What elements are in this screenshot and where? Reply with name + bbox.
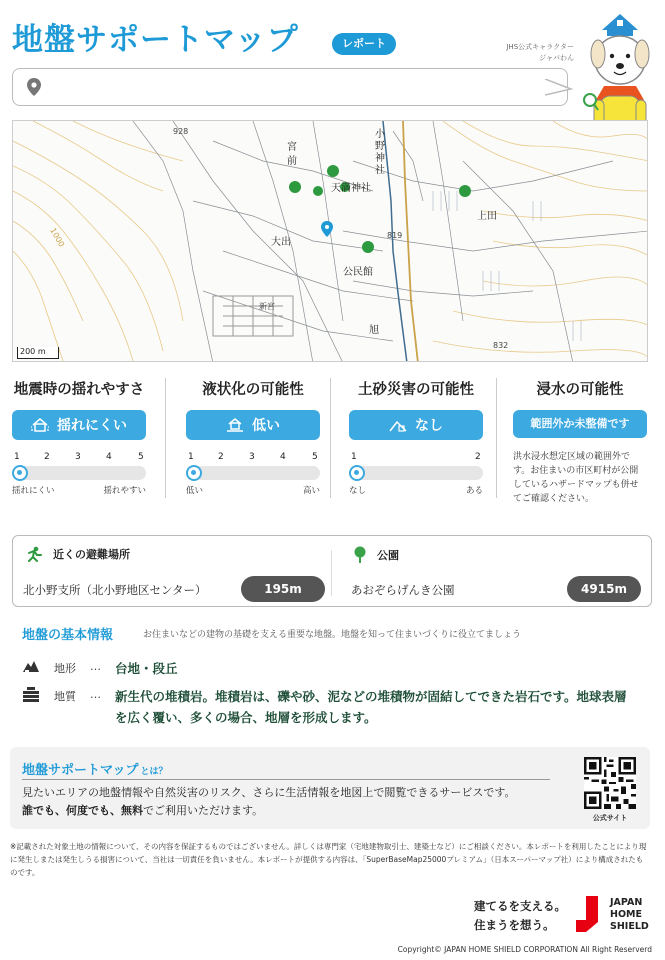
jhs-logo-icon [576, 896, 606, 932]
evacuation-heading [25, 546, 130, 562]
shaking-level-track [12, 466, 146, 480]
landslide-title: 土砂災害の可能性 [358, 382, 474, 398]
about-title-main: 地盤サポートマップ [22, 763, 139, 778]
brand-line3: SHIELD [610, 921, 649, 932]
map-label-elev-832: 832 [493, 341, 509, 350]
about-line2-a: 誰でも、何度でも、 [22, 804, 121, 817]
landslide-scale-2: 2 [475, 452, 481, 462]
slogan-line1: 建てるを支える。 [474, 899, 566, 913]
map-label-ueda: 上田 [477, 211, 497, 222]
mascot-caption-line2: ジャバわん [539, 54, 574, 62]
park-name: あおぞらげんき公園 [351, 583, 455, 597]
flood-note: 洪水浸水想定区域の範囲外です。お住まいの市区町村が公開しているハザードマップも併せてご確認ください。 [513, 452, 639, 504]
house-ground-icon [226, 418, 244, 432]
shaking-scale-5: 5 [138, 452, 144, 462]
shaking-risk-panel [12, 378, 146, 508]
landslide-risk-panel [349, 378, 483, 508]
shaking-scale-2: 2 [44, 452, 50, 462]
shaking-max-label: 揺れやすい [103, 486, 146, 496]
mascot-caption-line1: JHS公式キャラクター [506, 43, 574, 51]
geology-row [22, 686, 642, 730]
copyright: Copyright© JAPAN HOME SHIELD CORPORATION All Right Reserverd [397, 945, 652, 954]
liquefaction-min-label: 低い [186, 486, 204, 496]
page-title: 地盤サポートマップ [12, 22, 299, 58]
map-label-shinmiya: 新宮 [259, 302, 275, 311]
terrain-label: 地形 [54, 662, 76, 675]
about-line2 [22, 802, 562, 820]
landslide-scale-numbers [349, 452, 483, 464]
liquefaction-level-label: 低い [252, 418, 280, 434]
flood-risk-panel [513, 378, 647, 508]
about-service-box [10, 747, 650, 829]
geology-value: 新生代の堆積岩。堆積岩は、礫や砂、泥などの堆積物が固結してできた岩石です。地球表層を広く覆い、多くの場合、地層を形成します。 [115, 689, 627, 725]
landslide-level-label: なし [415, 418, 443, 434]
speech-tail [545, 79, 575, 97]
mascot-caption [492, 42, 574, 64]
liquefaction-max-label: 高い [302, 486, 320, 496]
map-label-community-hall: 公民館 [343, 267, 373, 278]
map-scale-bar: 200 m [17, 347, 59, 359]
landslide-scale-ends [349, 484, 483, 496]
flood-level-pill: 範囲外か未整備です [513, 410, 647, 438]
liquefaction-scale-5: 5 [312, 452, 318, 462]
liquefaction-scale-2: 2 [218, 452, 224, 462]
landslide-max-label: ある [465, 486, 483, 496]
map-label-omae: 宮前 [287, 142, 297, 167]
geology-layers-icon [22, 686, 40, 702]
geology-dots: … [90, 688, 101, 701]
map-label-tenman-shrine: 天満神社 [331, 183, 371, 194]
shaking-scale-3: 3 [75, 452, 81, 462]
address-field[interactable] [12, 68, 568, 106]
evacuation-heading-text: 近くの避難場所 [53, 548, 130, 561]
map-label-oide: 大出 [271, 237, 291, 248]
map-label-higashi: 旭 [369, 325, 379, 336]
report-badge: レポート [332, 33, 396, 55]
evacuation-name: 北小野支所（北小野地区センター） [23, 583, 207, 597]
location-map[interactable] [12, 120, 648, 362]
liquefaction-level-pill [186, 410, 320, 440]
liquefaction-scale-1: 1 [188, 452, 194, 462]
map-label-elev-1000: 1000 [48, 226, 67, 249]
official-site-label: 公式サイト [592, 814, 628, 822]
liquefaction-level-marker [186, 465, 202, 481]
evacuation-runner-icon [25, 546, 43, 562]
landslide-min-label: なし [349, 486, 367, 496]
shaking-scale-numbers [12, 452, 146, 464]
park-heading [353, 546, 399, 564]
liquefaction-level-track [186, 466, 320, 480]
risk-divider-1 [165, 378, 166, 498]
risk-divider-2 [330, 378, 331, 498]
map-label-elev-928: 928 [173, 127, 189, 136]
liquefaction-scale-ends [186, 484, 320, 496]
terrain-value: 台地・段丘 [115, 661, 178, 676]
landslide-scale-1: 1 [351, 452, 357, 462]
slogan-line2: 住まうを想う。 [474, 918, 555, 932]
about-text [22, 784, 562, 820]
about-underline [22, 779, 550, 780]
evacuation-distance: 195m [241, 576, 325, 602]
terrain-icon [22, 658, 40, 674]
liquefaction-scale-3: 3 [249, 452, 255, 462]
shaking-scale-1: 1 [14, 452, 20, 462]
map-drawing [13, 121, 648, 362]
brand-wordmark [610, 897, 649, 933]
terrain-dots: … [90, 660, 101, 673]
brand-line2: HOME [610, 909, 642, 920]
basic-info-title: 地盤の基本情報 [22, 628, 114, 643]
disclaimer-text: ※記載された対象土地の情報について、その内容を保証するものではございません。詳しくは専門家（宅地建物取引士、建築士など）にご相談ください。本レポートを利用したことにより現に発生しまたは発生しうる損害について、当社は一切責任を負いません。本レポートが提供する内容は、「SuperBaseMap25000プレミアム」（日本スーパーマップ社）により構成されたものです。 [10, 842, 647, 877]
liquefaction-scale-4: 4 [280, 452, 286, 462]
about-line2-c: でご利用いただけます。 [143, 804, 264, 817]
liquefaction-risk-panel [186, 378, 320, 508]
qr-code-icon[interactable] [584, 757, 636, 809]
shaking-title: 地震時の揺れやすさ [13, 382, 145, 398]
about-line1: 見たいエリアの地盤情報や自然災害のリスク、さらに生活情報を地図上で閲覧できるサービスです。 [22, 786, 516, 799]
flood-title: 浸水の可能性 [536, 382, 624, 398]
risk-divider-3 [496, 378, 497, 498]
landslide-level-track [349, 466, 483, 480]
shaking-level-label: 揺れにくい [57, 418, 127, 434]
facility-separator [331, 550, 332, 596]
park-distance: 4915m [567, 576, 641, 602]
about-line2-free: 無料 [121, 804, 143, 817]
terrain-row [22, 658, 642, 680]
liquefaction-scale-numbers [186, 452, 320, 464]
about-title [22, 759, 168, 778]
footer-slogan [474, 897, 566, 935]
liquefaction-title: 液状化の可能性 [202, 382, 304, 398]
basic-info-description: お住まいなどの建物の基礎を支える重要な地盤。地盤を知って住まいづくりに役立てましょう [143, 630, 522, 640]
tree-icon [353, 546, 367, 564]
map-label-elev-819: 819 [387, 231, 403, 240]
shaking-scale-ends [12, 484, 146, 496]
landslide-level-pill [349, 410, 483, 440]
geology-label: 地質 [54, 690, 76, 703]
shaking-level-marker [12, 465, 28, 481]
landslide-level-marker [349, 465, 365, 481]
about-title-suffix: とは？ [140, 767, 168, 777]
shaking-level-pill [12, 410, 146, 440]
house-shake-icon [31, 418, 49, 432]
park-heading-text: 公園 [377, 549, 399, 562]
location-pin-icon [27, 78, 41, 96]
shaking-scale-4: 4 [106, 452, 112, 462]
nearby-facilities-box [12, 535, 652, 607]
landslide-icon [389, 418, 407, 432]
shaking-min-label: 揺れにくい [12, 486, 55, 496]
map-label-ono-shrine: 小野神社 [375, 129, 385, 176]
brand-line1: JAPAN [610, 897, 643, 908]
